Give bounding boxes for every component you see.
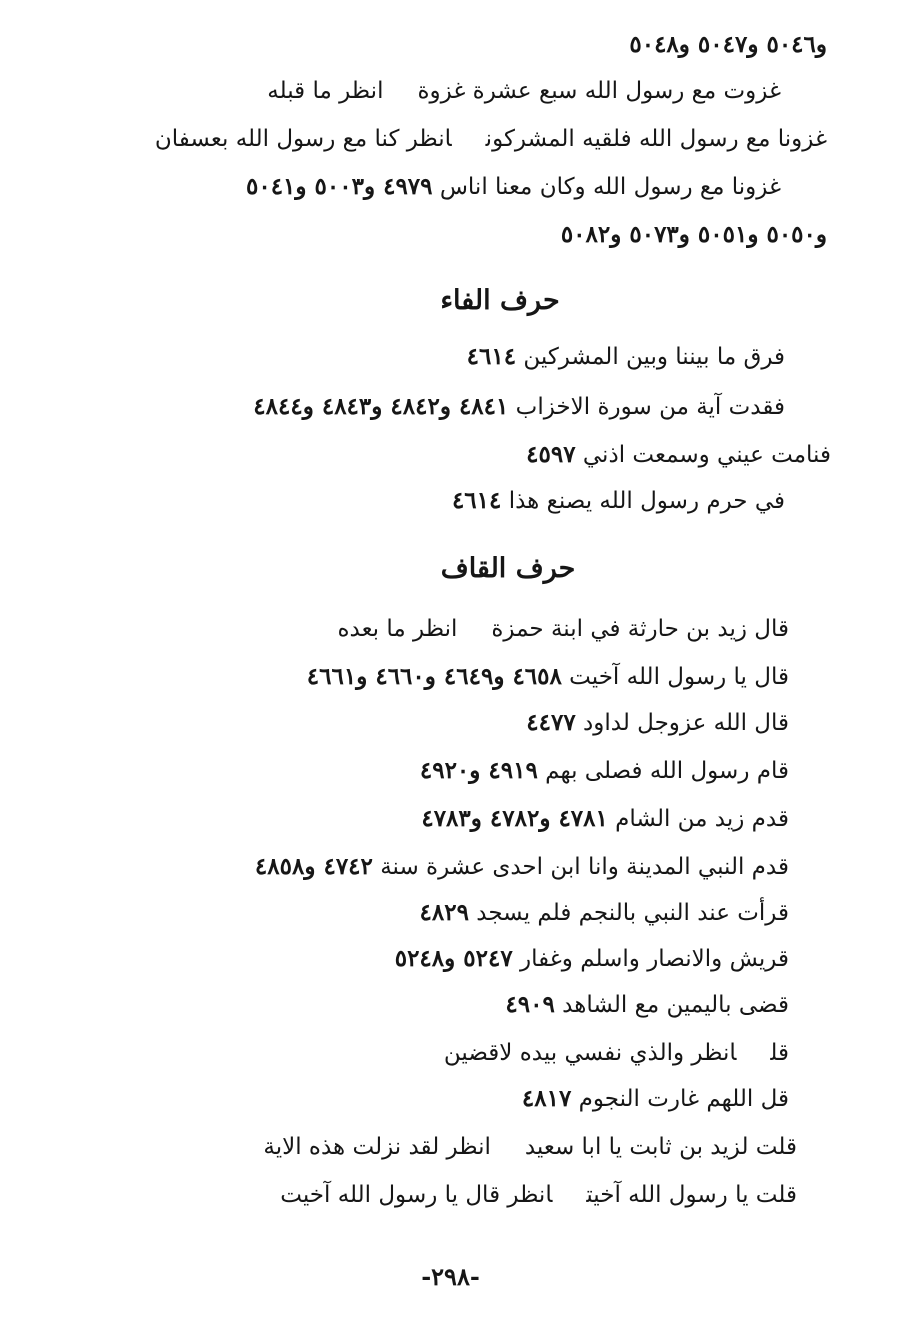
- entry-numbers: ٤٦١٤: [451, 487, 502, 514]
- index-entry: [444, 1038, 789, 1068]
- entry-cross-reference: انظر ما قبله: [267, 78, 384, 104]
- entry-cross-reference: انظر والذي نفسي بيده لاقضين: [443, 1040, 737, 1066]
- index-entry: [522, 1084, 789, 1114]
- entry-text: في حرم رسول الله يصنع هذا: [508, 488, 785, 514]
- index-entry: [526, 440, 831, 470]
- index-entry: [420, 898, 789, 928]
- index-entry: [629, 30, 827, 60]
- index-entry: [561, 220, 827, 250]
- entry-numbers: ٤٩٠٩: [505, 991, 555, 1018]
- index-entry: [280, 1180, 797, 1210]
- entry-numbers: ٤٤٧٧: [526, 709, 576, 736]
- index-entry: [307, 662, 789, 692]
- index-entry: [337, 614, 789, 644]
- index-entry: [267, 76, 781, 106]
- entry-cross-reference: انظر قال يا رسول الله آخيت: [280, 1182, 553, 1208]
- index-entry: [255, 852, 789, 882]
- page-number: -٢٩٨-: [421, 1262, 480, 1291]
- entry-text: فنامت عيني وسمعت اذني: [582, 442, 831, 468]
- entry-numbers: و٥٠٥٠ و٥٠٥١ و٥٠٧٣ و٥٠٨٢: [560, 221, 827, 248]
- entry-text: قلت لزيد بن ثابت يا ابا سعيد: [524, 1134, 797, 1160]
- entry-text: غزونا مع رسول الله فلقيه المشركون: [485, 126, 827, 152]
- entry-numbers: ٤٨٢٩: [419, 899, 469, 926]
- index-entry: [421, 804, 789, 834]
- entry-text: فقدت آية من سورة الاخزاب: [515, 394, 785, 420]
- index-entry: [420, 756, 789, 786]
- entry-numbers: ٤٩٧٩ و٥٠٠٣ و٥٠٤١: [246, 173, 433, 200]
- entry-text: غزونا مع رسول الله وكان معنا اناس: [439, 174, 781, 200]
- entry-text: قال يا رسول الله آخيت: [569, 664, 789, 690]
- entry-numbers: ٤٧٤٢ و٤٨٥٨: [254, 853, 373, 880]
- entry-text: قضى باليمين مع الشاهد: [562, 992, 789, 1018]
- entry-text: قرأت عند النبي بالنجم فلم يسجد: [476, 900, 789, 926]
- entry-text: قال الله عزوجل لداود: [583, 710, 789, 736]
- entry-cross-reference: انظر لقد نزلت هذه الاية: [263, 1134, 491, 1160]
- entry-numbers: ٤٨١٧: [521, 1085, 572, 1112]
- section-heading: حرف القاف: [440, 553, 576, 584]
- entry-numbers: ٤٦١٤: [466, 343, 517, 370]
- entry-text: قل: [770, 1040, 789, 1066]
- entry-text: فرق ما بيننا وبين المشركين: [523, 344, 785, 370]
- entry-numbers: ٤٨٤١ و٤٨٤٢ و٤٨٤٣ و٤٨٤٤: [253, 393, 509, 420]
- index-entry: [395, 944, 789, 974]
- entry-numbers: ٤٥٩٧: [526, 441, 576, 468]
- index-entry: [452, 486, 785, 516]
- index-entry: [246, 172, 781, 202]
- entry-text: قال زيد بن حارثة في ابنة حمزة: [491, 616, 789, 642]
- index-entry: [526, 708, 789, 738]
- index-entry: [467, 342, 785, 372]
- entry-numbers: ٥٢٤٧ و٥٢٤٨: [394, 945, 513, 972]
- index-entry: [263, 1132, 797, 1162]
- entry-text: قل اللهم غارت النجوم: [578, 1086, 789, 1112]
- index-entry: [505, 990, 789, 1020]
- entry-cross-reference: انظر كنا مع رسول الله بعسفان: [154, 126, 452, 152]
- entry-text: قدم زيد من الشام: [615, 806, 789, 832]
- entry-numbers: ٤٦٥٨ و٤٦٤٩ و٤٦٦٠ و٤٦٦١: [306, 663, 562, 690]
- entry-numbers: و٥٠٤٦ و٥٠٤٧ و٥٠٤٨: [629, 31, 827, 58]
- entry-numbers: ٤٧٨١ و٤٧٨٢ و٤٧٨٣: [421, 805, 608, 832]
- entry-cross-reference: انظر ما بعده: [337, 616, 458, 642]
- entry-text: قام رسول الله فصلى بهم: [545, 758, 789, 784]
- entry-text: غزوت مع رسول الله سبع عشرة غزوة: [417, 78, 781, 104]
- section-heading: حرف الفاء: [440, 285, 560, 316]
- entry-text: قلت يا رسول الله آخيت: [586, 1182, 797, 1208]
- entry-text: قريش والانصار واسلم وغفار: [520, 946, 789, 972]
- index-entry: [253, 392, 785, 422]
- entry-numbers: ٤٩١٩ و٤٩٢٠: [419, 757, 538, 784]
- index-entry: [155, 124, 827, 154]
- entry-text: قدم النبي المدينة وانا ابن احدى عشرة سنة: [380, 854, 789, 880]
